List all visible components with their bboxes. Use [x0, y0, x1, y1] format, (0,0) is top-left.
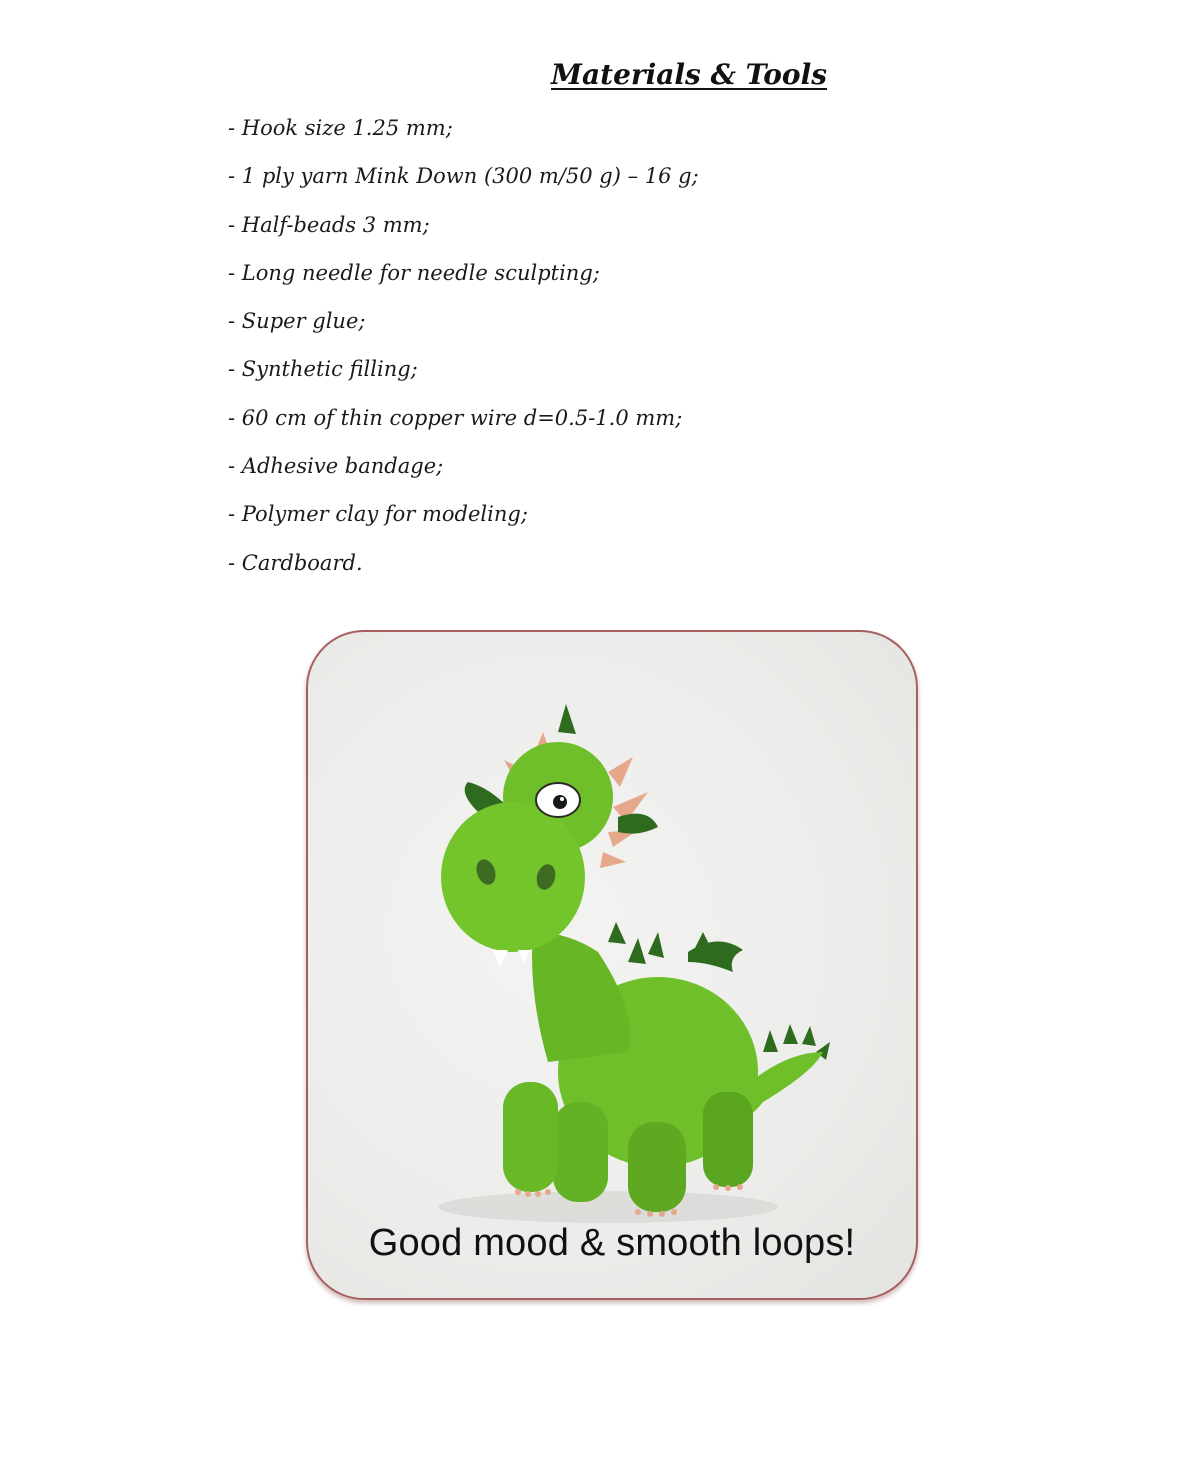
list-item: - Synthetic filling; — [228, 357, 418, 382]
list-item-text: 60 cm of thin copper wire d=0.5-1.0 mm; — [241, 405, 683, 430]
list-item: - Polymer clay for modeling; — [228, 502, 528, 527]
list-item: - 60 cm of thin copper wire d=0.5-1.0 mm; — [228, 405, 683, 430]
materials-list — [228, 112, 699, 595]
list-item-text: Synthetic filling; — [241, 357, 418, 382]
photo-caption: Good mood & smooth loops! — [368, 1222, 856, 1264]
page-title: Materials & Tools — [551, 58, 827, 91]
list-item-text: Cardboard. — [241, 550, 363, 575]
list-item-text: Adhesive bandage; — [241, 454, 444, 479]
list-item: - Half-beads 3 mm; — [228, 212, 430, 237]
list-item-text: Long needle for needle sculpting; — [241, 260, 600, 285]
list-item: - Cardboard. — [228, 550, 363, 575]
list-item: - Super glue; — [228, 309, 366, 334]
list-item-text: Half-beads 3 mm; — [241, 212, 430, 237]
list-item-text: Hook size 1.25 mm; — [241, 116, 453, 140]
list-item: - Hook size 1.25 mm; — [228, 116, 453, 140]
list-item-text: Super glue; — [241, 309, 366, 334]
list-item: - 1 ply yarn Mink Down (300 m/50 g) – 16 g; — [228, 164, 699, 189]
dragon-photo-frame — [306, 630, 918, 1300]
list-item-text: 1 ply yarn Mink Down (300 m/50 g) – 16 g; — [241, 164, 699, 189]
list-item: - Adhesive bandage; — [228, 454, 444, 479]
list-item: - Long needle for needle sculpting; — [228, 260, 600, 285]
list-item-text: Polymer clay for modeling; — [241, 502, 528, 527]
dragon-illustration — [308, 632, 918, 1300]
